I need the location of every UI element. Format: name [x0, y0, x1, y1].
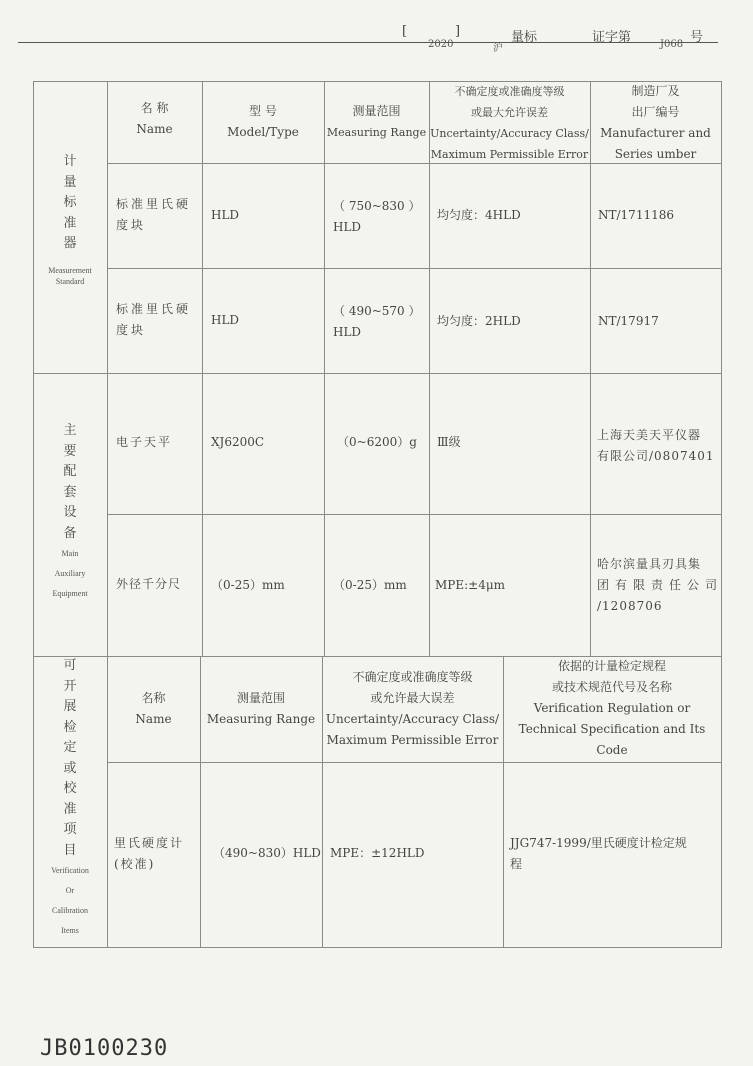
header-model: [202, 101, 324, 143]
aux1-accuracy: Ⅲ级: [437, 435, 461, 449]
s3-row-regulation: [510, 833, 720, 875]
s3-row-name: [114, 833, 184, 875]
s3-header-name: [107, 688, 200, 730]
aux1-range: （0~6200）g: [337, 435, 417, 449]
s3-header-regulation-cn1: 依据的计量检定规程: [557, 659, 666, 673]
document-serial-code: JB0100230: [40, 1036, 169, 1061]
row1-range-line2: HLD: [333, 220, 362, 234]
header-range-cn: 测量范围: [352, 104, 401, 118]
label-en: Verification: [51, 866, 89, 875]
s3-header-accuracy: [322, 667, 503, 751]
label-char: 配: [63, 464, 77, 479]
aux2-accuracy: MPE:±4μm: [435, 578, 506, 592]
header-name-cn: 名 称: [140, 101, 169, 115]
label-en: Main: [61, 549, 79, 558]
aux1-maker-line2: 有限公司/0807401: [597, 449, 715, 463]
row2-maker: NT/17917: [598, 314, 659, 328]
label-char: 开: [63, 678, 77, 694]
label-en: Or: [65, 886, 75, 895]
s3-header-name-cn: 名称: [141, 691, 166, 705]
row2-range-line1: （ 490~570 ）: [333, 304, 421, 318]
label-en: Equipment: [52, 589, 88, 598]
row1-range-line1: （ 750~830 ）: [333, 199, 421, 213]
s3-row-accuracy: MPE：±12HLD: [330, 846, 425, 860]
header-liangbiao: 量标: [511, 30, 538, 45]
label-char: 检: [63, 719, 77, 735]
label-char: 准: [63, 801, 77, 817]
s3-row-name-line2: (校准): [114, 857, 156, 871]
row2-model: HLD: [211, 313, 240, 327]
row2-name-line2: 度块: [116, 323, 147, 337]
section-measurement-standard-label: [33, 152, 107, 287]
s3-header-regulation-en3: Code: [596, 743, 628, 757]
aux2-maker-line2: 团有限责任公司: [597, 578, 724, 592]
section-verification-items-label: [33, 656, 107, 941]
header-accuracy-cn2: 或最大允许误差: [471, 106, 548, 119]
s3-header-accuracy-cn2: 或允许最大误差: [370, 691, 455, 705]
header-range: [324, 101, 429, 143]
row2-range-line2: HLD: [333, 325, 362, 339]
s3-header-accuracy-en2: Maximum Permissible Error: [326, 733, 499, 747]
header-maker-en2: Series umber: [614, 147, 697, 161]
header-model-cn: 型 号: [249, 104, 277, 118]
row1-model: HLD: [211, 208, 240, 222]
label-en: Measurement: [48, 265, 92, 275]
s3-header-regulation: [503, 656, 721, 761]
label-char: 或: [63, 760, 77, 776]
row1-name-line2: 度块: [116, 218, 147, 232]
label-char: 定: [63, 740, 77, 755]
row2-name: [116, 299, 200, 341]
label-char: 准: [63, 215, 77, 231]
header-year: 2020: [428, 39, 454, 50]
label-char: 展: [63, 699, 77, 714]
row1-maker: NT/1711186: [598, 208, 674, 222]
aux1-maker-line1: 上海天美天平仪器: [597, 428, 702, 442]
label-en: Items: [61, 926, 79, 935]
label-char: 计: [63, 154, 77, 169]
row2-accuracy: 均匀度：2HLD: [437, 314, 521, 328]
s3-row-regulation-line1: JJG747-1999/里氏硬度计检定规: [510, 836, 687, 850]
label-char: 主: [63, 423, 77, 438]
header-accuracy-en2: Maximum Permissible Error: [430, 148, 589, 161]
header-region: 沪: [493, 43, 503, 54]
s3-header-range: [200, 688, 322, 730]
label-en: Auxiliary: [54, 569, 86, 578]
header-range-en: Measuring Range: [326, 126, 427, 139]
aux1-name: 电子天平: [116, 435, 173, 449]
header-maker: [590, 81, 721, 165]
row1-name-line1: 标准里氏硬: [116, 197, 192, 211]
label-char: 套: [63, 484, 77, 500]
aux2-maker-line3: /1208706: [597, 599, 663, 613]
label-char: 校: [63, 781, 77, 796]
label-char: 设: [63, 505, 77, 520]
s3-header-regulation-cn2: 或技术规范代号及名称: [551, 680, 672, 694]
aux1-maker: [597, 425, 715, 467]
bracket-open: [: [402, 24, 408, 39]
label-char: 要: [63, 443, 77, 459]
row1-range: [333, 196, 421, 238]
label-char: 目: [63, 842, 77, 858]
s3-header-range-en: Measuring Range: [206, 712, 316, 726]
s3-header-range-cn: 测量范围: [236, 691, 285, 705]
header-name-en: Name: [136, 122, 173, 136]
row1-name: [116, 194, 200, 236]
s3-row-regulation-line2: 程: [510, 857, 523, 871]
header-maker-cn1: 制造厂及: [631, 84, 680, 98]
header-number: J068: [660, 39, 684, 50]
section-auxiliary-equipment-label: [33, 421, 107, 604]
header-maker-en1: Manufacturer and: [600, 126, 711, 140]
s3-row-name-line1: 里氏硬度计: [114, 836, 185, 850]
header-model-en: Model/Type: [227, 125, 299, 139]
label-char: 可: [63, 658, 77, 673]
header-hao: 号: [690, 30, 704, 45]
aux2-maker: [597, 554, 723, 617]
s3-header-regulation-en1: Verification Regulation or: [533, 701, 691, 715]
label-en: Standard: [55, 276, 85, 286]
aux1-model: XJ6200C: [211, 435, 265, 449]
s3-header-accuracy-en1: Uncertainty/Accuracy Class/: [325, 712, 500, 726]
header-accuracy-cn1: 不确定度或准确度等级: [454, 85, 565, 98]
aux2-maker-line1: 哈尔滨量具刃具集: [597, 557, 702, 571]
aux2-model: （0-25）mm: [211, 578, 285, 592]
label-char: 备: [63, 525, 77, 541]
header-maker-cn2: 出厂编号: [631, 105, 680, 119]
header-name: [107, 98, 202, 140]
aux2-name: 外径千分尺: [116, 577, 182, 591]
header-accuracy: [429, 81, 590, 165]
row1-accuracy: 均匀度：4HLD: [437, 208, 521, 222]
bracket-close: ]: [455, 24, 461, 39]
label-char: 标: [63, 195, 77, 210]
row2-range: [333, 301, 421, 343]
label-char: 器: [63, 236, 77, 251]
s3-row-range: （490~830）HLD: [213, 846, 321, 860]
label-char: 量: [63, 174, 77, 190]
label-en: Calibration: [52, 906, 88, 915]
header-rule: [18, 42, 718, 43]
aux2-range: （0-25）mm: [333, 578, 407, 592]
header-zhengzidi: 证字第: [592, 30, 632, 45]
label-char: 项: [63, 822, 77, 837]
s3-header-accuracy-cn1: 不确定度或准确度等级: [352, 670, 473, 684]
header-accuracy-en1: Uncertainty/Accuracy Class/: [430, 127, 589, 140]
s3-header-regulation-en2: Technical Specification and Its: [518, 722, 706, 736]
row2-name-line1: 标准里氏硬: [116, 302, 192, 316]
s3-header-name-en: Name: [135, 712, 172, 726]
